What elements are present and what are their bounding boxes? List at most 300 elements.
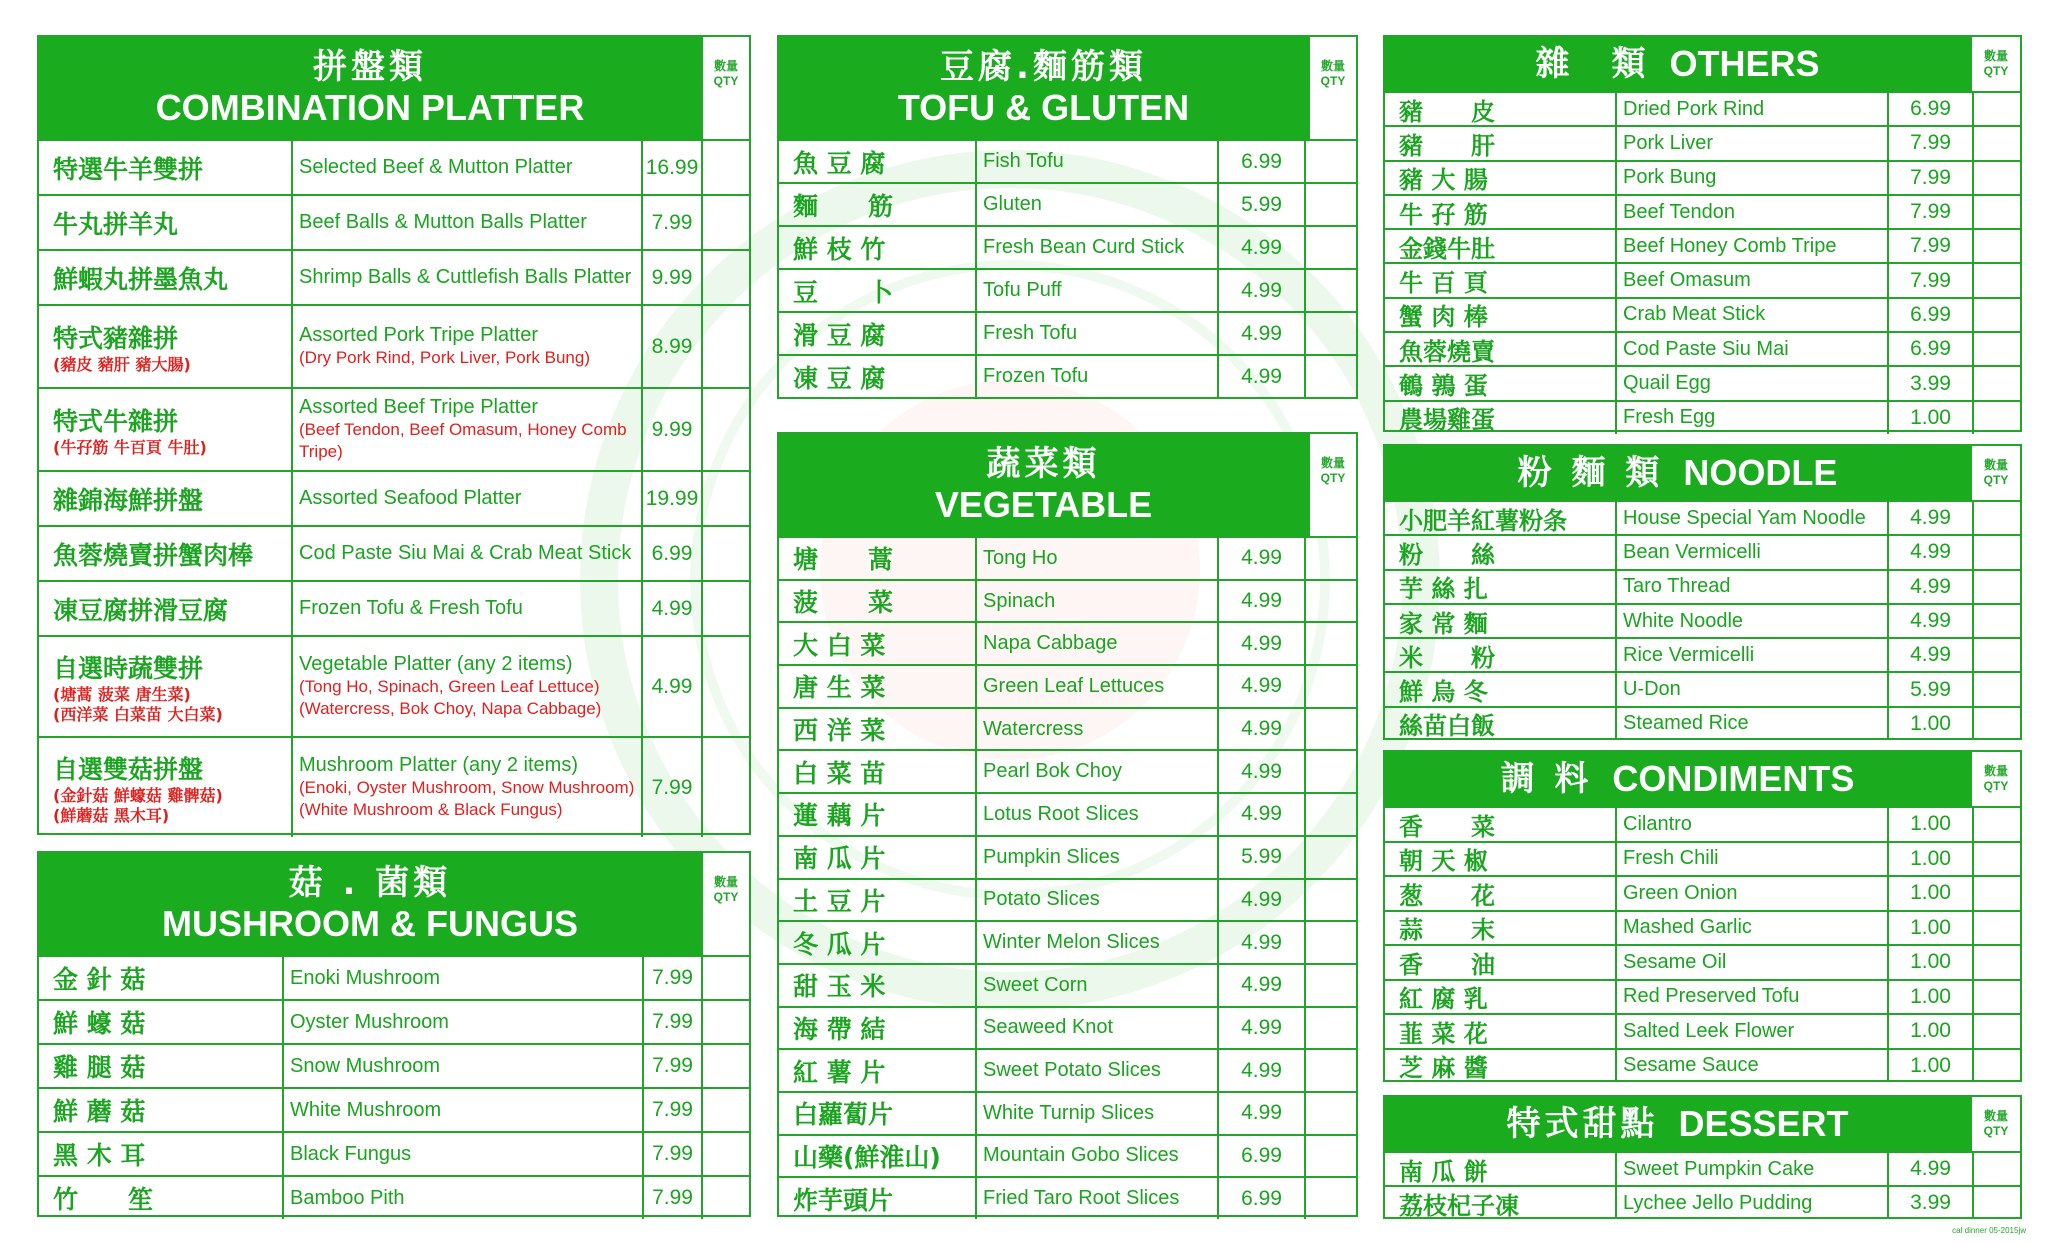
item-name-zh: 牛 百 頁 (1385, 264, 1617, 296)
item-qty-cell[interactable] (1974, 1153, 2020, 1185)
menu-row (1385, 365, 2020, 399)
item-qty-cell[interactable] (1306, 623, 1356, 664)
item-price: 6.99 (1219, 141, 1306, 182)
item-qty-cell[interactable] (1306, 666, 1356, 707)
item-name-en-stack (299, 542, 631, 565)
item-name-zh: 白蘿蔔片 (779, 1093, 977, 1134)
item-qty-cell[interactable] (1974, 708, 2020, 740)
menu-row (1385, 910, 2020, 945)
menu-row (779, 268, 1356, 311)
item-price: 6.99 (1219, 1178, 1306, 1219)
menu-row (39, 304, 749, 387)
section-header (1385, 752, 2020, 806)
item-name-zh: 豆 卜 (779, 270, 977, 311)
menu-row (39, 635, 749, 736)
item-price: 7.99 (1889, 196, 1974, 228)
item-qty-cell[interactable] (1306, 141, 1356, 182)
section-others (1383, 35, 2022, 435)
item-price: 1.00 (1889, 981, 1974, 1014)
menu-row (39, 1087, 749, 1131)
item-qty-cell[interactable] (1306, 794, 1356, 835)
item-price: 16.99 (643, 141, 703, 194)
item-price: 4.99 (1889, 571, 1974, 603)
item-name-en: Green Leaf Lettuces (977, 666, 1219, 707)
menu-row (779, 139, 1356, 182)
item-price: 4.99 (1219, 270, 1306, 311)
item-qty-cell[interactable] (1974, 264, 2020, 296)
item-name-zh: 葱 花 (1385, 877, 1617, 910)
item-qty-cell[interactable] (1306, 184, 1356, 225)
item-qty-cell[interactable] (1974, 230, 2020, 262)
qty-header (1970, 446, 2020, 500)
menu-row (1385, 228, 2020, 262)
item-name-zh: 滑 豆 腐 (779, 313, 977, 354)
item-name-en: Dried Pork Rind (1617, 93, 1889, 125)
item-name-en-main: Beef Balls & Mutton Balls Platter (299, 211, 587, 233)
item-price: 1.00 (1889, 843, 1974, 876)
item-name-zh-sub: (塘蒿 菠菜 唐生菜) (53, 684, 191, 704)
item-qty-cell[interactable] (703, 1001, 749, 1043)
item-name-zh: 魚 豆 腐 (779, 141, 977, 182)
item-price: 8.99 (643, 306, 703, 387)
item-name-en: Bamboo Pith (284, 1177, 644, 1219)
item-qty-cell[interactable] (1974, 981, 2020, 1014)
item-qty-cell[interactable] (703, 637, 749, 736)
item-price: 7.99 (644, 957, 703, 999)
menu-row (779, 1091, 1356, 1134)
item-price: 9.99 (643, 251, 703, 304)
menu-row (1385, 500, 2020, 534)
item-price: 19.99 (643, 472, 703, 525)
menu-row (39, 736, 749, 837)
qty-label-zh: 數量 (713, 875, 738, 889)
item-name-zh: 竹 笙 (39, 1177, 284, 1219)
item-name-en: White Turnip Slices (977, 1093, 1219, 1134)
item-name-zh-main: 魚蓉燒賣拼蟹肉棒 (53, 540, 254, 570)
item-qty-cell[interactable] (1974, 605, 2020, 637)
item-name-zh: 凍 豆 腐 (779, 356, 977, 397)
item-qty-cell[interactable] (703, 957, 749, 999)
item-name-zh-main: 雜錦海鮮拼盤 (53, 485, 204, 515)
item-name-zh: 麵 筋 (779, 184, 977, 225)
item-name-zh-stack (53, 481, 203, 517)
item-name-zh-stack (53, 319, 191, 375)
item-name-en: U-Don (1617, 673, 1889, 705)
item-name-zh-sub: (金針菇 鮮蠔菇 雞髀菇) (53, 785, 223, 805)
item-qty-cell[interactable] (1306, 227, 1356, 268)
qty-label-en: QTY (1983, 473, 2009, 487)
qty-label-zh: 數量 (1983, 764, 2008, 778)
item-qty-cell[interactable] (1974, 673, 2020, 705)
item-name-zh: 朝 天 椒 (1385, 843, 1617, 876)
item-name-en: Beef Tendon (1617, 196, 1889, 228)
item-name-en: Rice Vermicelli (1617, 639, 1889, 671)
section-title-zh: 調 料 (1500, 759, 1593, 799)
menu-row (779, 963, 1356, 1006)
item-price: 9.99 (643, 389, 703, 470)
item-qty-cell[interactable] (1306, 1093, 1356, 1134)
item-name-en: Spinach (977, 581, 1219, 622)
item-qty-cell[interactable] (1974, 877, 2020, 910)
menu-row (39, 470, 749, 525)
item-name-en: Bean Vermicelli (1617, 536, 1889, 568)
menu-row (1385, 1048, 2020, 1083)
item-name-zh: 紅 腐 乳 (1385, 981, 1617, 1014)
menu-row (1385, 841, 2020, 876)
item-name-en: Snow Mushroom (284, 1045, 644, 1087)
menu-row (1385, 569, 2020, 603)
menu-row (779, 1176, 1356, 1219)
item-name-en (293, 527, 643, 580)
item-name-en-stack (299, 396, 641, 463)
item-name-zh: 米 粉 (1385, 639, 1617, 671)
section-condiments (1383, 750, 2022, 1082)
item-qty-cell[interactable] (703, 1045, 749, 1087)
item-price: 3.99 (1889, 1187, 1974, 1219)
menu-row (1385, 671, 2020, 705)
qty-label-en: QTY (1983, 64, 2009, 78)
menu-row (779, 749, 1356, 792)
item-name-en: Cod Paste Siu Mai (1617, 333, 1889, 365)
section-dessert (1383, 1095, 2022, 1219)
item-name-zh: 南 瓜 餅 (1385, 1153, 1617, 1185)
item-qty-cell[interactable] (703, 196, 749, 249)
item-name-en: White Mushroom (284, 1089, 644, 1131)
item-name-en-main: Assorted Seafood Platter (299, 487, 522, 509)
menu-row (1385, 534, 2020, 568)
menu-row (39, 194, 749, 249)
section-header (1385, 1097, 2020, 1151)
item-price: 6.99 (1889, 299, 1974, 331)
section-title-zh: 蔬菜類 (986, 444, 1101, 484)
menu-row (779, 311, 1356, 354)
item-name-en-main: Mushroom Platter (any 2 items) (299, 754, 578, 776)
item-qty-cell[interactable] (1306, 581, 1356, 622)
item-name-en: Sesame Oil (1617, 946, 1889, 979)
item-price: 6.99 (1889, 333, 1974, 365)
qty-label-zh: 數量 (1983, 49, 2008, 63)
item-name-en: Seaweed Knot (977, 1008, 1219, 1049)
item-price: 7.99 (643, 196, 703, 249)
item-qty-cell[interactable] (1974, 1015, 2020, 1048)
item-qty-cell[interactable] (1974, 196, 2020, 228)
item-name-en: Green Onion (1617, 877, 1889, 910)
item-qty-cell[interactable] (1974, 843, 2020, 876)
item-name-en: Beef Omasum (1617, 264, 1889, 296)
menu-row (39, 955, 749, 999)
item-qty-cell[interactable] (703, 472, 749, 525)
item-name-en: White Noodle (1617, 605, 1889, 637)
item-price: 4.99 (1219, 922, 1306, 963)
item-name-en (293, 738, 643, 837)
item-qty-cell[interactable] (703, 1177, 749, 1219)
item-name-en-sub: (Beef Tendon, Beef Omasum, Honey Comb Tripe) (299, 420, 627, 461)
item-qty-cell[interactable] (703, 738, 749, 837)
menu-row (1385, 603, 2020, 637)
qty-header (1970, 37, 2020, 91)
item-qty-cell[interactable] (703, 389, 749, 470)
item-qty-cell[interactable] (1974, 912, 2020, 945)
section-title-en: CONDIMENTS (1612, 758, 1855, 799)
item-qty-cell[interactable] (1306, 538, 1356, 579)
item-qty-cell[interactable] (1306, 356, 1356, 397)
item-name-en: Sweet Potato Slices (977, 1050, 1219, 1091)
menu-row (1385, 262, 2020, 296)
item-price: 4.99 (1219, 1050, 1306, 1091)
item-name-en-sub: (Tong Ho, Spinach, Green Leaf Lettuce) (299, 677, 600, 696)
item-name-en: Pumpkin Slices (977, 837, 1219, 878)
item-qty-cell[interactable] (1306, 313, 1356, 354)
item-name-zh-stack (53, 205, 178, 241)
item-name-zh-main: 鮮蝦丸拼墨魚丸 (53, 264, 229, 294)
item-name-en: Sesame Sauce (1617, 1050, 1889, 1083)
item-name-zh (39, 196, 293, 249)
qty-label-en: QTY (713, 74, 739, 88)
item-name-zh (39, 582, 293, 635)
item-name-zh: 芋 絲 扎 (1385, 571, 1617, 603)
item-qty-cell[interactable] (1974, 946, 2020, 979)
item-name-en-main: Cod Paste Siu Mai & Crab Meat Stick (299, 542, 632, 564)
item-name-zh: 鮮 蠔 菇 (39, 1001, 284, 1043)
item-qty-cell[interactable] (1974, 571, 2020, 603)
section-title (779, 37, 1308, 139)
item-name-zh-sub: (鮮蘑菇 黑木耳) (53, 805, 170, 825)
item-name-en-main: Assorted Beef Tripe Platter (299, 396, 539, 418)
item-name-en: Fish Tofu (977, 141, 1219, 182)
item-price: 6.99 (1219, 1136, 1306, 1177)
item-price: 4.99 (1219, 538, 1306, 579)
item-qty-cell[interactable] (1306, 1136, 1356, 1177)
item-name-en-stack (299, 597, 523, 620)
item-qty-cell[interactable] (1974, 162, 2020, 194)
menu-row (1385, 806, 2020, 841)
section-title-zh: 豆腐.麵筋類 (940, 47, 1147, 87)
section-title-zh: 雜 類 (1535, 44, 1650, 84)
menu-row (39, 580, 749, 635)
menu-row (779, 536, 1356, 579)
item-name-en: Fresh Tofu (977, 313, 1219, 354)
item-name-zh: 甜 玉 米 (779, 965, 977, 1006)
item-qty-cell[interactable] (1974, 93, 2020, 125)
item-price: 4.99 (1889, 502, 1974, 534)
item-name-zh (39, 141, 293, 194)
menu-row (39, 1131, 749, 1175)
item-qty-cell[interactable] (1306, 270, 1356, 311)
item-name-zh: 南 瓜 片 (779, 837, 977, 878)
menu-row (1385, 1151, 2020, 1185)
item-qty-cell[interactable] (703, 1089, 749, 1131)
item-qty-cell[interactable] (1306, 1008, 1356, 1049)
section-title (1385, 1097, 1970, 1151)
item-price: 4.99 (1219, 1008, 1306, 1049)
item-name-en-stack (299, 211, 587, 234)
item-name-zh-stack (53, 649, 223, 725)
item-name-en: Tofu Puff (977, 270, 1219, 311)
menu-row (779, 1048, 1356, 1091)
item-name-en (293, 637, 643, 736)
qty-label-zh: 數量 (1983, 458, 2008, 472)
item-name-zh: 香 油 (1385, 946, 1617, 979)
item-name-zh: 蒜 末 (1385, 912, 1617, 945)
section-header (39, 37, 749, 139)
item-price: 4.99 (1219, 666, 1306, 707)
item-price: 6.99 (1889, 93, 1974, 125)
item-qty-cell[interactable] (1974, 299, 2020, 331)
menu-row (779, 707, 1356, 750)
item-name-zh: 金錢牛肚 (1385, 230, 1617, 262)
item-name-en: Gluten (977, 184, 1219, 225)
item-name-en (293, 582, 643, 635)
item-qty-cell[interactable] (1974, 367, 2020, 399)
item-name-zh: 芝 麻 醬 (1385, 1050, 1617, 1083)
item-price: 7.99 (644, 1001, 703, 1043)
item-name-en: Potato Slices (977, 880, 1219, 921)
item-name-en-sub: (Dry Pork Rind, Pork Liver, Pork Bung) (299, 348, 590, 367)
item-qty-cell[interactable] (703, 582, 749, 635)
item-qty-cell[interactable] (1974, 333, 2020, 365)
item-qty-cell[interactable] (1974, 402, 2020, 434)
item-qty-cell[interactable] (1306, 965, 1356, 1006)
item-name-en: Crab Meat Stick (1617, 299, 1889, 331)
item-name-zh: 牛 孖 筋 (1385, 196, 1617, 228)
item-qty-cell[interactable] (1306, 837, 1356, 878)
item-name-en: Napa Cabbage (977, 623, 1219, 664)
item-name-en (293, 389, 643, 470)
section-title-zh: 拼盤類 (313, 47, 427, 87)
item-name-zh: 菠 菜 (779, 581, 977, 622)
section-title-zh: 粉 麵 類 (1517, 453, 1664, 493)
item-price: 1.00 (1889, 946, 1974, 979)
item-name-zh: 白 菜 苗 (779, 751, 977, 792)
section-title-en: NOODLE (1683, 452, 1838, 493)
item-qty-cell[interactable] (1974, 1187, 2020, 1219)
qty-label-zh: 數量 (1320, 59, 1345, 73)
qty-header (701, 853, 749, 955)
item-price: 7.99 (644, 1045, 703, 1087)
item-qty-cell[interactable] (1306, 1178, 1356, 1219)
section-mushroom-fungus (37, 851, 751, 1217)
item-price: 7.99 (1889, 162, 1974, 194)
item-qty-cell[interactable] (1974, 536, 2020, 568)
item-price: 4.99 (1219, 313, 1306, 354)
item-price: 5.99 (1219, 837, 1306, 878)
menu-row (1385, 194, 2020, 228)
item-name-zh: 粉 絲 (1385, 536, 1617, 568)
item-name-zh (39, 527, 293, 580)
item-price: 1.00 (1889, 1050, 1974, 1083)
menu-row (1385, 125, 2020, 159)
section-combination-platter (37, 35, 751, 835)
menu-row (779, 354, 1356, 397)
item-price: 1.00 (1889, 1015, 1974, 1048)
item-name-zh: 鮮 烏 冬 (1385, 673, 1617, 705)
qty-label-zh: 數量 (713, 59, 738, 73)
item-name-en: Black Fungus (284, 1133, 644, 1175)
item-price: 4.99 (1219, 623, 1306, 664)
item-qty-cell[interactable] (1306, 1050, 1356, 1091)
item-name-zh: 絲苗白飯 (1385, 708, 1617, 740)
menu-row (1385, 944, 2020, 979)
menu-row (779, 835, 1356, 878)
section-title-en: OTHERS (1669, 43, 1820, 84)
section-header (39, 853, 749, 955)
item-name-en: Pork Bung (1617, 162, 1889, 194)
item-name-zh: 土 豆 片 (779, 880, 977, 921)
item-price: 3.99 (1889, 367, 1974, 399)
item-name-en: Pork Liver (1617, 127, 1889, 159)
item-qty-cell[interactable] (703, 141, 749, 194)
item-name-en-stack (299, 754, 634, 821)
item-name-en-main: Shrimp Balls & Cuttlefish Balls Platter (299, 266, 632, 288)
item-name-en-main: Assorted Pork Tripe Platter (299, 324, 538, 346)
item-name-en (293, 141, 643, 194)
item-name-en-main: Vegetable Platter (any 2 items) (299, 653, 573, 675)
section-noodle (1383, 444, 2022, 740)
section-header (1385, 446, 2020, 500)
item-name-zh: 冬 瓜 片 (779, 922, 977, 963)
item-name-zh-stack (53, 536, 253, 572)
item-price: 4.99 (1219, 880, 1306, 921)
menu-row (779, 792, 1356, 835)
item-name-en: Mashed Garlic (1617, 912, 1889, 945)
menu-row (1385, 637, 2020, 671)
menu-row (1385, 297, 2020, 331)
item-qty-cell[interactable] (703, 306, 749, 387)
item-price: 4.99 (1889, 639, 1974, 671)
item-price: 7.99 (644, 1177, 703, 1219)
qty-header (1308, 434, 1356, 536)
item-qty-cell[interactable] (1306, 880, 1356, 921)
item-qty-cell[interactable] (1974, 1050, 2020, 1083)
section-title (39, 853, 701, 955)
item-name-en: Winter Melon Slices (977, 922, 1219, 963)
item-price: 7.99 (644, 1089, 703, 1131)
qty-header (1308, 37, 1356, 139)
qty-header (701, 37, 749, 139)
item-qty-cell[interactable] (1306, 922, 1356, 963)
item-qty-cell[interactable] (1306, 751, 1356, 792)
menu-row (1385, 979, 2020, 1014)
item-name-en: Fresh Chili (1617, 843, 1889, 876)
item-price: 7.99 (1889, 230, 1974, 262)
item-name-en: Fried Taro Root Slices (977, 1178, 1219, 1219)
item-name-en: Sweet Corn (977, 965, 1219, 1006)
item-price: 7.99 (643, 738, 703, 837)
item-name-en (293, 251, 643, 304)
item-name-zh (39, 637, 293, 736)
item-qty-cell[interactable] (1306, 709, 1356, 750)
section-header (779, 434, 1356, 536)
item-qty-cell[interactable] (703, 527, 749, 580)
item-price: 4.99 (643, 582, 703, 635)
menu-row (1385, 1013, 2020, 1048)
item-qty-cell[interactable] (1974, 808, 2020, 841)
item-qty-cell[interactable] (703, 1133, 749, 1175)
item-qty-cell[interactable] (1974, 127, 2020, 159)
item-qty-cell[interactable] (1974, 502, 2020, 534)
item-name-en-stack (299, 266, 631, 289)
item-name-en: Red Preserved Tofu (1617, 981, 1889, 1014)
item-name-zh-stack (53, 402, 207, 458)
item-name-zh-main: 特選牛羊雙拼 (53, 154, 204, 184)
menu-row (39, 1043, 749, 1087)
item-name-zh: 紅 薯 片 (779, 1050, 977, 1091)
item-name-zh: 西 洋 菜 (779, 709, 977, 750)
section-vegetable (777, 432, 1358, 1217)
item-qty-cell[interactable] (703, 251, 749, 304)
item-qty-cell[interactable] (1974, 639, 2020, 671)
item-price: 1.00 (1889, 808, 1974, 841)
